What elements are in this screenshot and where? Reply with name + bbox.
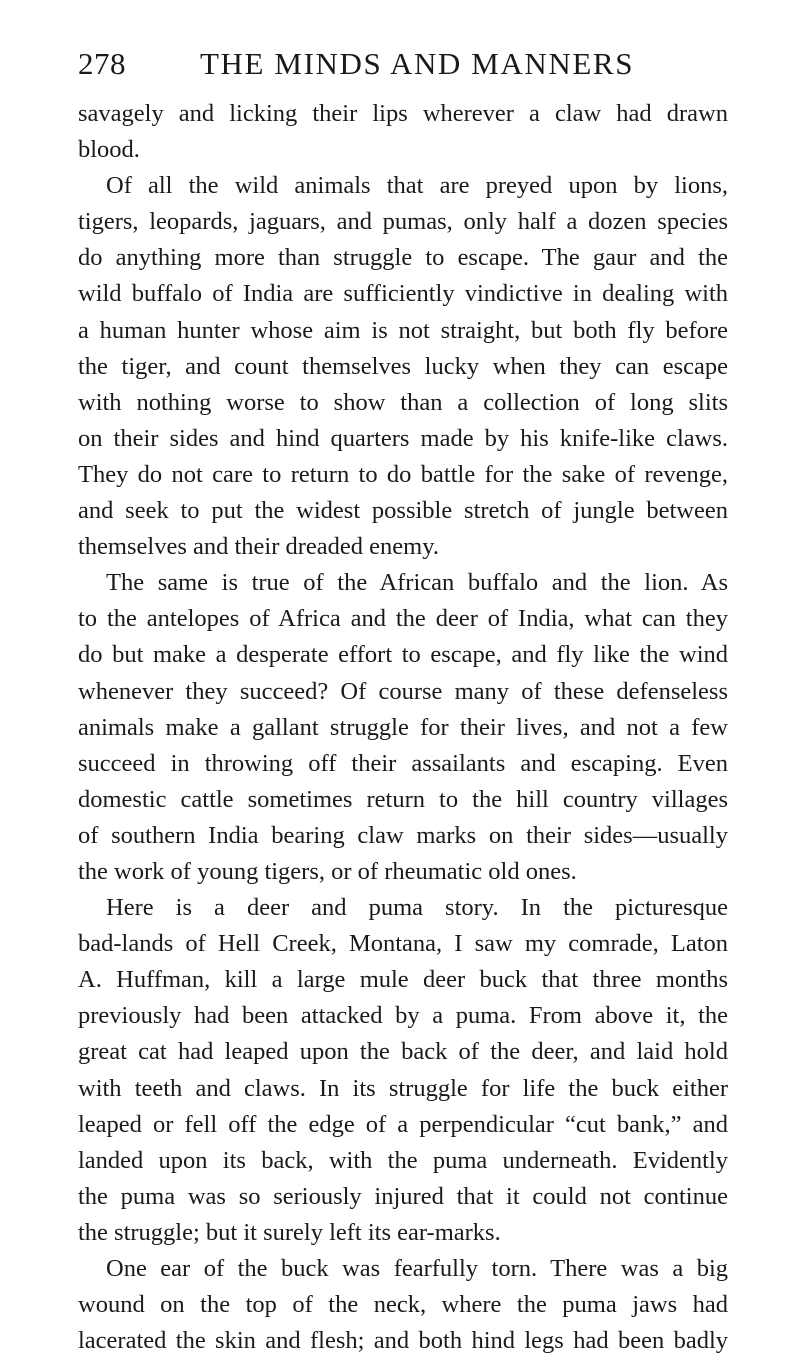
text-line: with nothing worse to show than a collection of long slits xyxy=(78,388,728,416)
text-line: the struggle; but it surely left its ear-marks. xyxy=(78,1218,501,1246)
text-line: The same is true of the African buffalo and the lion. As xyxy=(106,569,728,597)
text-line: do anything more than struggle to escape. The gaur and the xyxy=(78,244,728,272)
text-line: succeed in throwing off their assailants and escaping. Even xyxy=(78,749,728,777)
text-line: Of all the wild animals that are preyed upon by lions, xyxy=(106,172,728,200)
text-line: on their sides and hind quarters made by his knife-like claws. xyxy=(78,424,728,452)
text-line: domestic cattle sometimes return to the hill country villages xyxy=(78,785,728,813)
text-line: blood. xyxy=(78,136,140,164)
text-line: tigers, leopards, jaguars, and pumas, only half a dozen species xyxy=(78,208,728,236)
text-line: the tiger, and count themselves lucky when they can escape xyxy=(78,352,728,380)
text-line: lacerated the skin and flesh; and both hind legs had been badly xyxy=(78,1327,728,1355)
text-line: leaped or fell off the edge of a perpendicular “cut bank,” and xyxy=(78,1110,728,1138)
text-line: wound on the top of the neck, where the puma jaws had xyxy=(78,1291,728,1319)
text-line: One ear of the buck was fearfully torn. There was a big xyxy=(106,1255,728,1282)
text-line: wild buffalo of India are sufficiently vindictive in dealing with xyxy=(78,280,728,308)
text-line: the work of young tigers, or of rheumatic old ones. xyxy=(78,857,577,885)
running-title: THE MINDS AND MANNERS xyxy=(200,46,635,81)
text-line: They do not care to return to do battle for the sake of revenge, xyxy=(78,460,728,488)
text-line: a human hunter whose aim is not straight, but both fly before xyxy=(78,316,728,344)
text-line: Here is a deer and puma story. In the picturesque xyxy=(106,894,728,922)
text-line: to the antelopes of Africa and the deer of India, what can they xyxy=(78,605,728,633)
body-text xyxy=(78,96,728,1359)
text-line: of southern India bearing claw marks on their sides—usually xyxy=(78,821,728,849)
text-line: the puma was so seriously injured that it could not continue xyxy=(78,1182,728,1210)
text-line: do but make a desperate effort to escape, and fly like the wind xyxy=(78,641,728,669)
text-line: previously had been attacked by a puma. From above it, the xyxy=(78,1002,728,1030)
text-line: animals make a gallant struggle for their lives, and not a few xyxy=(78,713,728,741)
page-header xyxy=(78,46,728,86)
text-line: landed upon its back, with the puma underneath. Evidently xyxy=(78,1146,728,1174)
text-line: whenever they succeed? Of course many of these defenseless xyxy=(78,677,728,705)
text-line: and seek to put the widest possible stretch of jungle between xyxy=(78,497,728,525)
text-line: A. Huffman, kill a large mule deer buck that three months xyxy=(78,966,728,994)
text-line: bad-lands of Hell Creek, Montana, I saw my comrade, Laton xyxy=(78,930,728,958)
text-line: great cat had leaped upon the back of the deer, and laid hold xyxy=(78,1038,728,1066)
text-line: themselves and their dreaded enemy. xyxy=(78,533,440,561)
text-line: savagely and licking their lips wherever a claw had drawn xyxy=(78,100,728,127)
text-line: with teeth and claws. In its struggle for life the buck either xyxy=(78,1074,728,1102)
page-number: 278 xyxy=(78,46,126,81)
